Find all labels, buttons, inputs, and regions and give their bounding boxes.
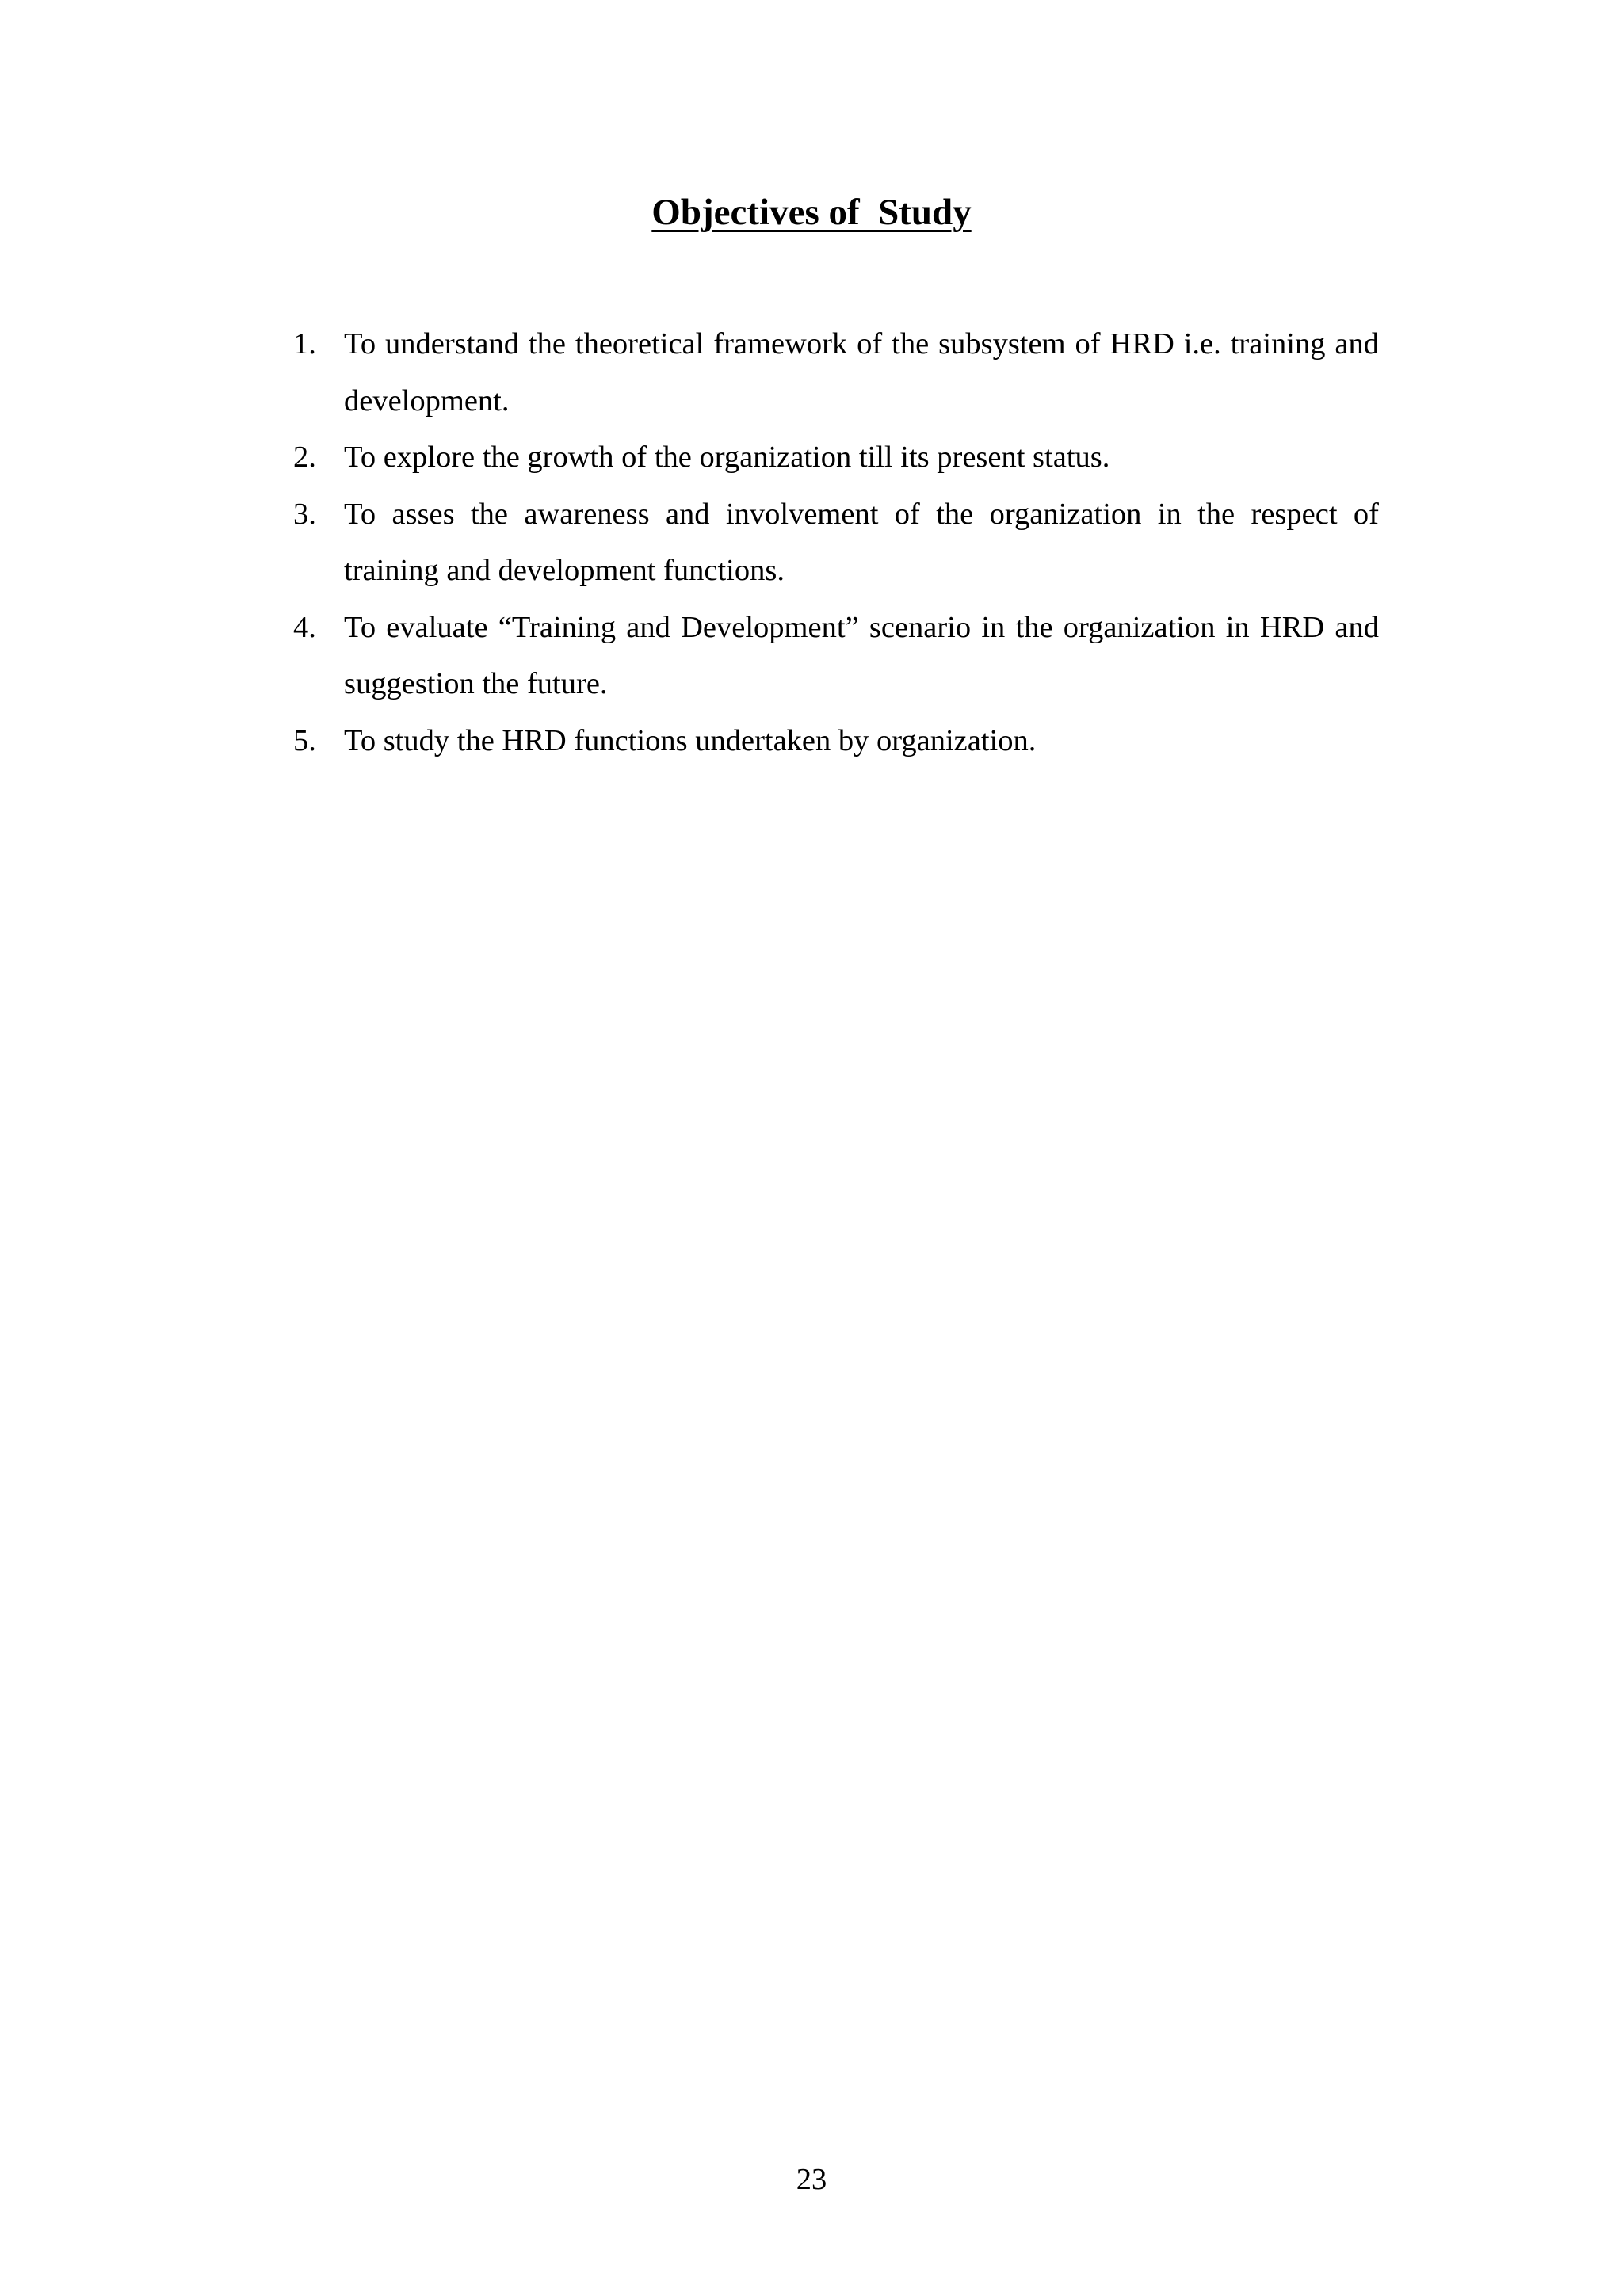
- list-item-text: To understand the theoretical framework of the subsystem of HRD i.e. training and development.: [344, 327, 1379, 418]
- list-item: [293, 486, 1379, 600]
- list-item-text: To explore the growth of the organization till its present status.: [344, 441, 1110, 474]
- list-item-text: To study the HRD functions undertaken by organization.: [344, 723, 1037, 757]
- page-number: 23: [796, 2163, 827, 2196]
- objectives-list: [293, 316, 1379, 769]
- list-item: [293, 316, 1379, 429]
- page-title: Objectives of Study: [651, 192, 972, 233]
- list-item-text: To asses the awareness and involvement of the organization in the respect of training and development functions.: [344, 497, 1379, 587]
- list-item-number: 2.: [293, 441, 316, 474]
- list-item-number: 3.: [293, 497, 316, 531]
- list-item-text: To evaluate “Training and Development” scenario in the organization in HRD and suggestion the future.: [344, 610, 1379, 700]
- list-item: [293, 600, 1379, 713]
- list-item-number: 4.: [293, 610, 316, 644]
- list-item-number: 1.: [293, 327, 316, 360]
- list-item-number: 5.: [293, 723, 316, 757]
- list-item: [293, 429, 1379, 486]
- list-item: [293, 713, 1379, 770]
